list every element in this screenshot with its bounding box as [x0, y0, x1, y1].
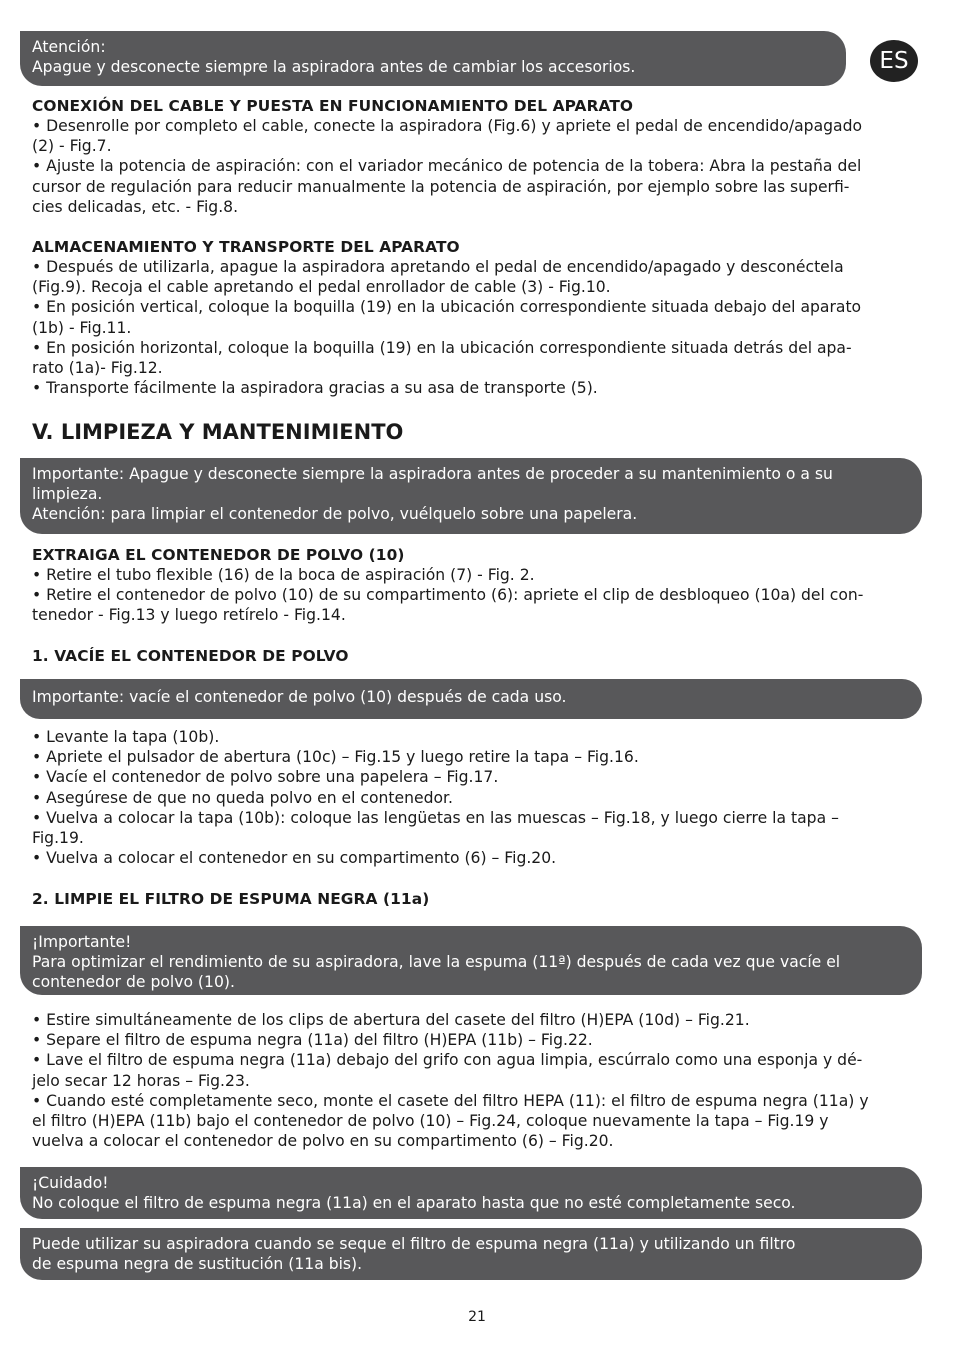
- notice-line: Atención: para limpiar el contenedor de polvo, vuélquelo sobre una papelera.: [32, 505, 638, 524]
- section-heading: CONEXIÓN DEL CABLE Y PUESTA EN FUNCIONAMIENTO DEL APARATO: [32, 97, 634, 115]
- list-filtro: [32, 1010, 922, 1151]
- notice-line: Importante: Apague y desconecte siempre la aspiradora antes de proceder a su mantenimiento o a su: [32, 465, 833, 483]
- list-item: • Vacíe el contenedor de polvo sobre una papelera – Fig.17.: [32, 768, 499, 787]
- text-line: cies delicadas, etc. - Fig.8.: [32, 197, 239, 216]
- notice-line: ¡Cuidado!: [32, 1174, 109, 1192]
- text-line: • Ajuste la potencia de aspiración: con el variador mecánico de potencia de la tobera: Abra la pestaña del: [32, 157, 862, 176]
- list-item: • Estire simultáneamente de los clips de abertura del casete del filtro (H)EPA (10d) – Fig.21.: [32, 1011, 750, 1029]
- text-line: • En posición horizontal, coloque la boquilla (19) en la ubicación correspondiente situada detrás del apa-: [32, 338, 852, 357]
- notice-line: Importante: vacíe el contenedor de polvo (10) después de cada uso.: [32, 688, 567, 706]
- section-heading: 2. LIMPIE EL FILTRO DE ESPUMA NEGRA (11a): [32, 890, 430, 908]
- text-line: (1b) - Fig.11.: [32, 318, 132, 337]
- list-item: jelo secar 12 horas – Fig.23.: [32, 1071, 250, 1090]
- notice-filtro: [20, 926, 922, 995]
- list-item: • Lave el filtro de espuma negra (11a) debajo del grifo con agua limpia, escúrralo como una esponja y dé-: [32, 1051, 863, 1070]
- list-item: • Separe el filtro de espuma negra (11a) del filtro (H)EPA (11b) – Fig.22.: [32, 1031, 593, 1050]
- section-extraiga: [32, 545, 922, 626]
- text-line: • Transporte fácilmente la aspiradora gracias a su asa de transporte (5).: [32, 379, 598, 398]
- page-number: 21: [468, 1309, 486, 1325]
- section-almacenamiento: [32, 237, 922, 398]
- section-title: V. LIMPIEZA Y MANTENIMIENTO: [32, 420, 404, 444]
- language-badge: ES: [870, 40, 918, 82]
- text-line: rato (1a)- Fig.12.: [32, 359, 163, 378]
- section-vacie: [32, 646, 922, 666]
- section-heading: ALMACENAMIENTO Y TRANSPORTE DEL APARATO: [32, 238, 460, 256]
- list-item: • Vuelva a colocar el contenedor en su compartimento (6) – Fig.20.: [32, 849, 557, 868]
- text-line: • Retire el tubo flexible (16) de la boca de aspiración (7) - Fig. 2.: [32, 566, 535, 584]
- notice-cuidado: [20, 1167, 922, 1219]
- list-item: • Levante la tapa (10b).: [32, 728, 220, 746]
- text-line: • Desenrolle por completo el cable, conecte la aspiradora (Fig.6) y apriete el pedal de encendido/apagado: [32, 117, 863, 135]
- section-heading: 1. VACÍE EL CONTENEDOR DE POLVO: [32, 647, 349, 665]
- list-item: vuelva a colocar el contenedor de polvo en su compartimento (6) – Fig.20.: [32, 1132, 614, 1151]
- notice-top: [20, 31, 846, 86]
- notice-limpieza: [20, 458, 922, 534]
- text-line: • Después de utilizarla, apague la aspiradora apretando el pedal de encendido/apagado y desconéctela: [32, 258, 844, 276]
- text-line: (Fig.9). Recoja el cable apretando el pedal enrollador de cable (3) - Fig.10.: [32, 278, 611, 297]
- notice-line: limpieza.: [32, 485, 103, 504]
- list-item: Fig.19.: [32, 829, 84, 848]
- notice-line: ¡Importante!: [32, 933, 132, 951]
- notice-line: Para optimizar el rendimiento de su aspiradora, lave la espuma (11ª) después de cada vez que vacíe el: [32, 953, 841, 972]
- text-line: • Retire el contenedor de polvo (10) de su compartimento (6): apriete el clip de desbloqueo (10a) del con-: [32, 586, 864, 605]
- notice-line: Puede utilizar su aspiradora cuando se seque el filtro de espuma negra (11a) y utilizando un filtro: [32, 1235, 796, 1253]
- text-line: • En posición vertical, coloque la boquilla (19) en la ubicación correspondiente situada debajo del aparato: [32, 298, 862, 317]
- notice-line: de espuma negra de sustitución (11a bis).: [32, 1255, 363, 1274]
- section-conexion: [32, 96, 922, 217]
- notice-puede: [20, 1228, 922, 1280]
- list-item: • Vuelva a colocar la tapa (10b): coloque las lengüetas en las muescas – Fig.18, y luego cierre la tapa –: [32, 808, 839, 827]
- list-item: el filtro (H)EPA (11b) bajo el contenedor de polvo (10) – Fig.24, coloque nuevamente la tapa – Fig.19 y: [32, 1112, 829, 1131]
- section-filtro: [32, 889, 922, 909]
- text-line: (2) - Fig.7.: [32, 137, 112, 156]
- list-item: • Cuando esté completamente seco, monte el casete del filtro HEPA (11): el filtro de espuma negra (11a) y: [32, 1091, 869, 1110]
- text-line: cursor de regulación para reducir manualmente la potencia de aspiración, por ejemplo sobre las superfi-: [32, 177, 850, 196]
- list-item: • Apriete el pulsador de abertura (10c) – Fig.15 y luego retire la tapa – Fig.16.: [32, 748, 639, 767]
- notice-line: Apague y desconecte siempre la aspiradora antes de cambiar los accesorios.: [32, 58, 636, 77]
- notice-line: contenedor de polvo (10).: [32, 973, 235, 992]
- notice-line: Atención:: [32, 38, 106, 56]
- notice-vacie: [20, 679, 922, 719]
- section-heading: EXTRAIGA EL CONTENEDOR DE POLVO (10): [32, 546, 405, 564]
- text-line: tenedor - Fig.13 y luego retírelo - Fig.14.: [32, 606, 346, 625]
- notice-line: No coloque el filtro de espuma negra (11a) en el aparato hasta que no esté completamente seco.: [32, 1194, 796, 1213]
- list-item: • Asegúrese de que no queda polvo en el contenedor.: [32, 788, 453, 807]
- list-vacie: [32, 727, 922, 868]
